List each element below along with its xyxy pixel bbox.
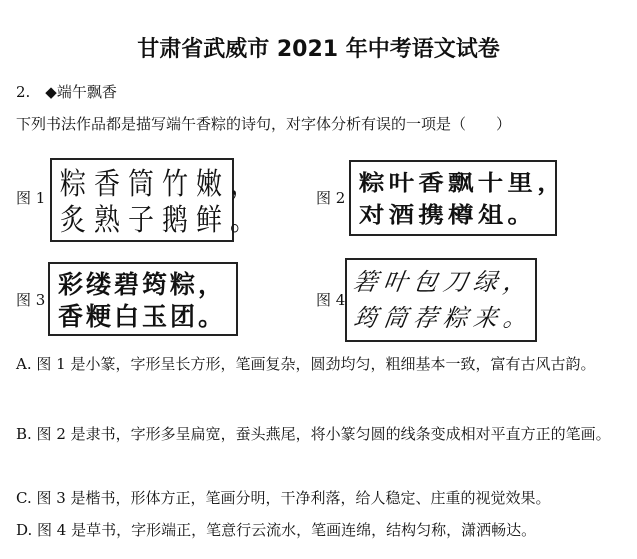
figure-4-calligraphy: [345, 258, 537, 342]
figure-3-calligraphy: [48, 262, 238, 336]
figure-4-line-1: 箬叶包刀绿，: [351, 268, 536, 296]
figure-3-line-2: 香粳白玉团。: [58, 302, 227, 331]
figure-1-line-1: 粽香筒竹嫩，: [60, 167, 265, 203]
figure-3-label: 图 3: [16, 291, 46, 309]
figure-3-line-1: 彩缕碧筠粽，: [58, 270, 227, 299]
option-b: B. 图 2 是隶书，字形多呈扁宽，蚕头燕尾，将小篆匀圆的线条变成相对平直方正的笔画。: [16, 425, 611, 443]
option-c: C. 图 3 是楷书，形体方正，笔画分明，干净利落，给人稳定、庄重的视觉效果。: [16, 489, 551, 507]
figure-4-label: 图 4: [316, 291, 346, 309]
figure-1-label: 图 1: [16, 189, 46, 207]
option-d: D. 图 4 是草书，字形端正，笔意行云流水，笔画连绵，结构匀称，潇洒畅达。: [16, 521, 537, 539]
question-prompt: 下列书法作品都是描写端午香粽的诗句，对字体分析有误的一项是（ ）: [16, 115, 512, 133]
figure-1-calligraphy: [50, 158, 265, 242]
figure-2-line-2: 对酒携樽俎。: [359, 202, 538, 228]
exam-title: 甘肃省武威市 2021 年中考语文试卷: [137, 37, 500, 62]
figure-2-line-1: 粽叶香飘十里，: [359, 170, 567, 196]
figure-4-line-2: 筠筒荐粽来。: [351, 304, 536, 332]
option-a: A. 图 1 是小篆，字形呈长方形，笔画复杂，圆劲均匀，粗细基本一致，富有古风古韵。: [16, 355, 596, 373]
figure-1-line-2: 炙熟子鹅鲜。: [60, 203, 265, 239]
question-number: 2. ◆端午飘香: [16, 83, 117, 101]
figure-2-label: 图 2: [316, 189, 346, 207]
figure-2-calligraphy: [349, 160, 567, 236]
